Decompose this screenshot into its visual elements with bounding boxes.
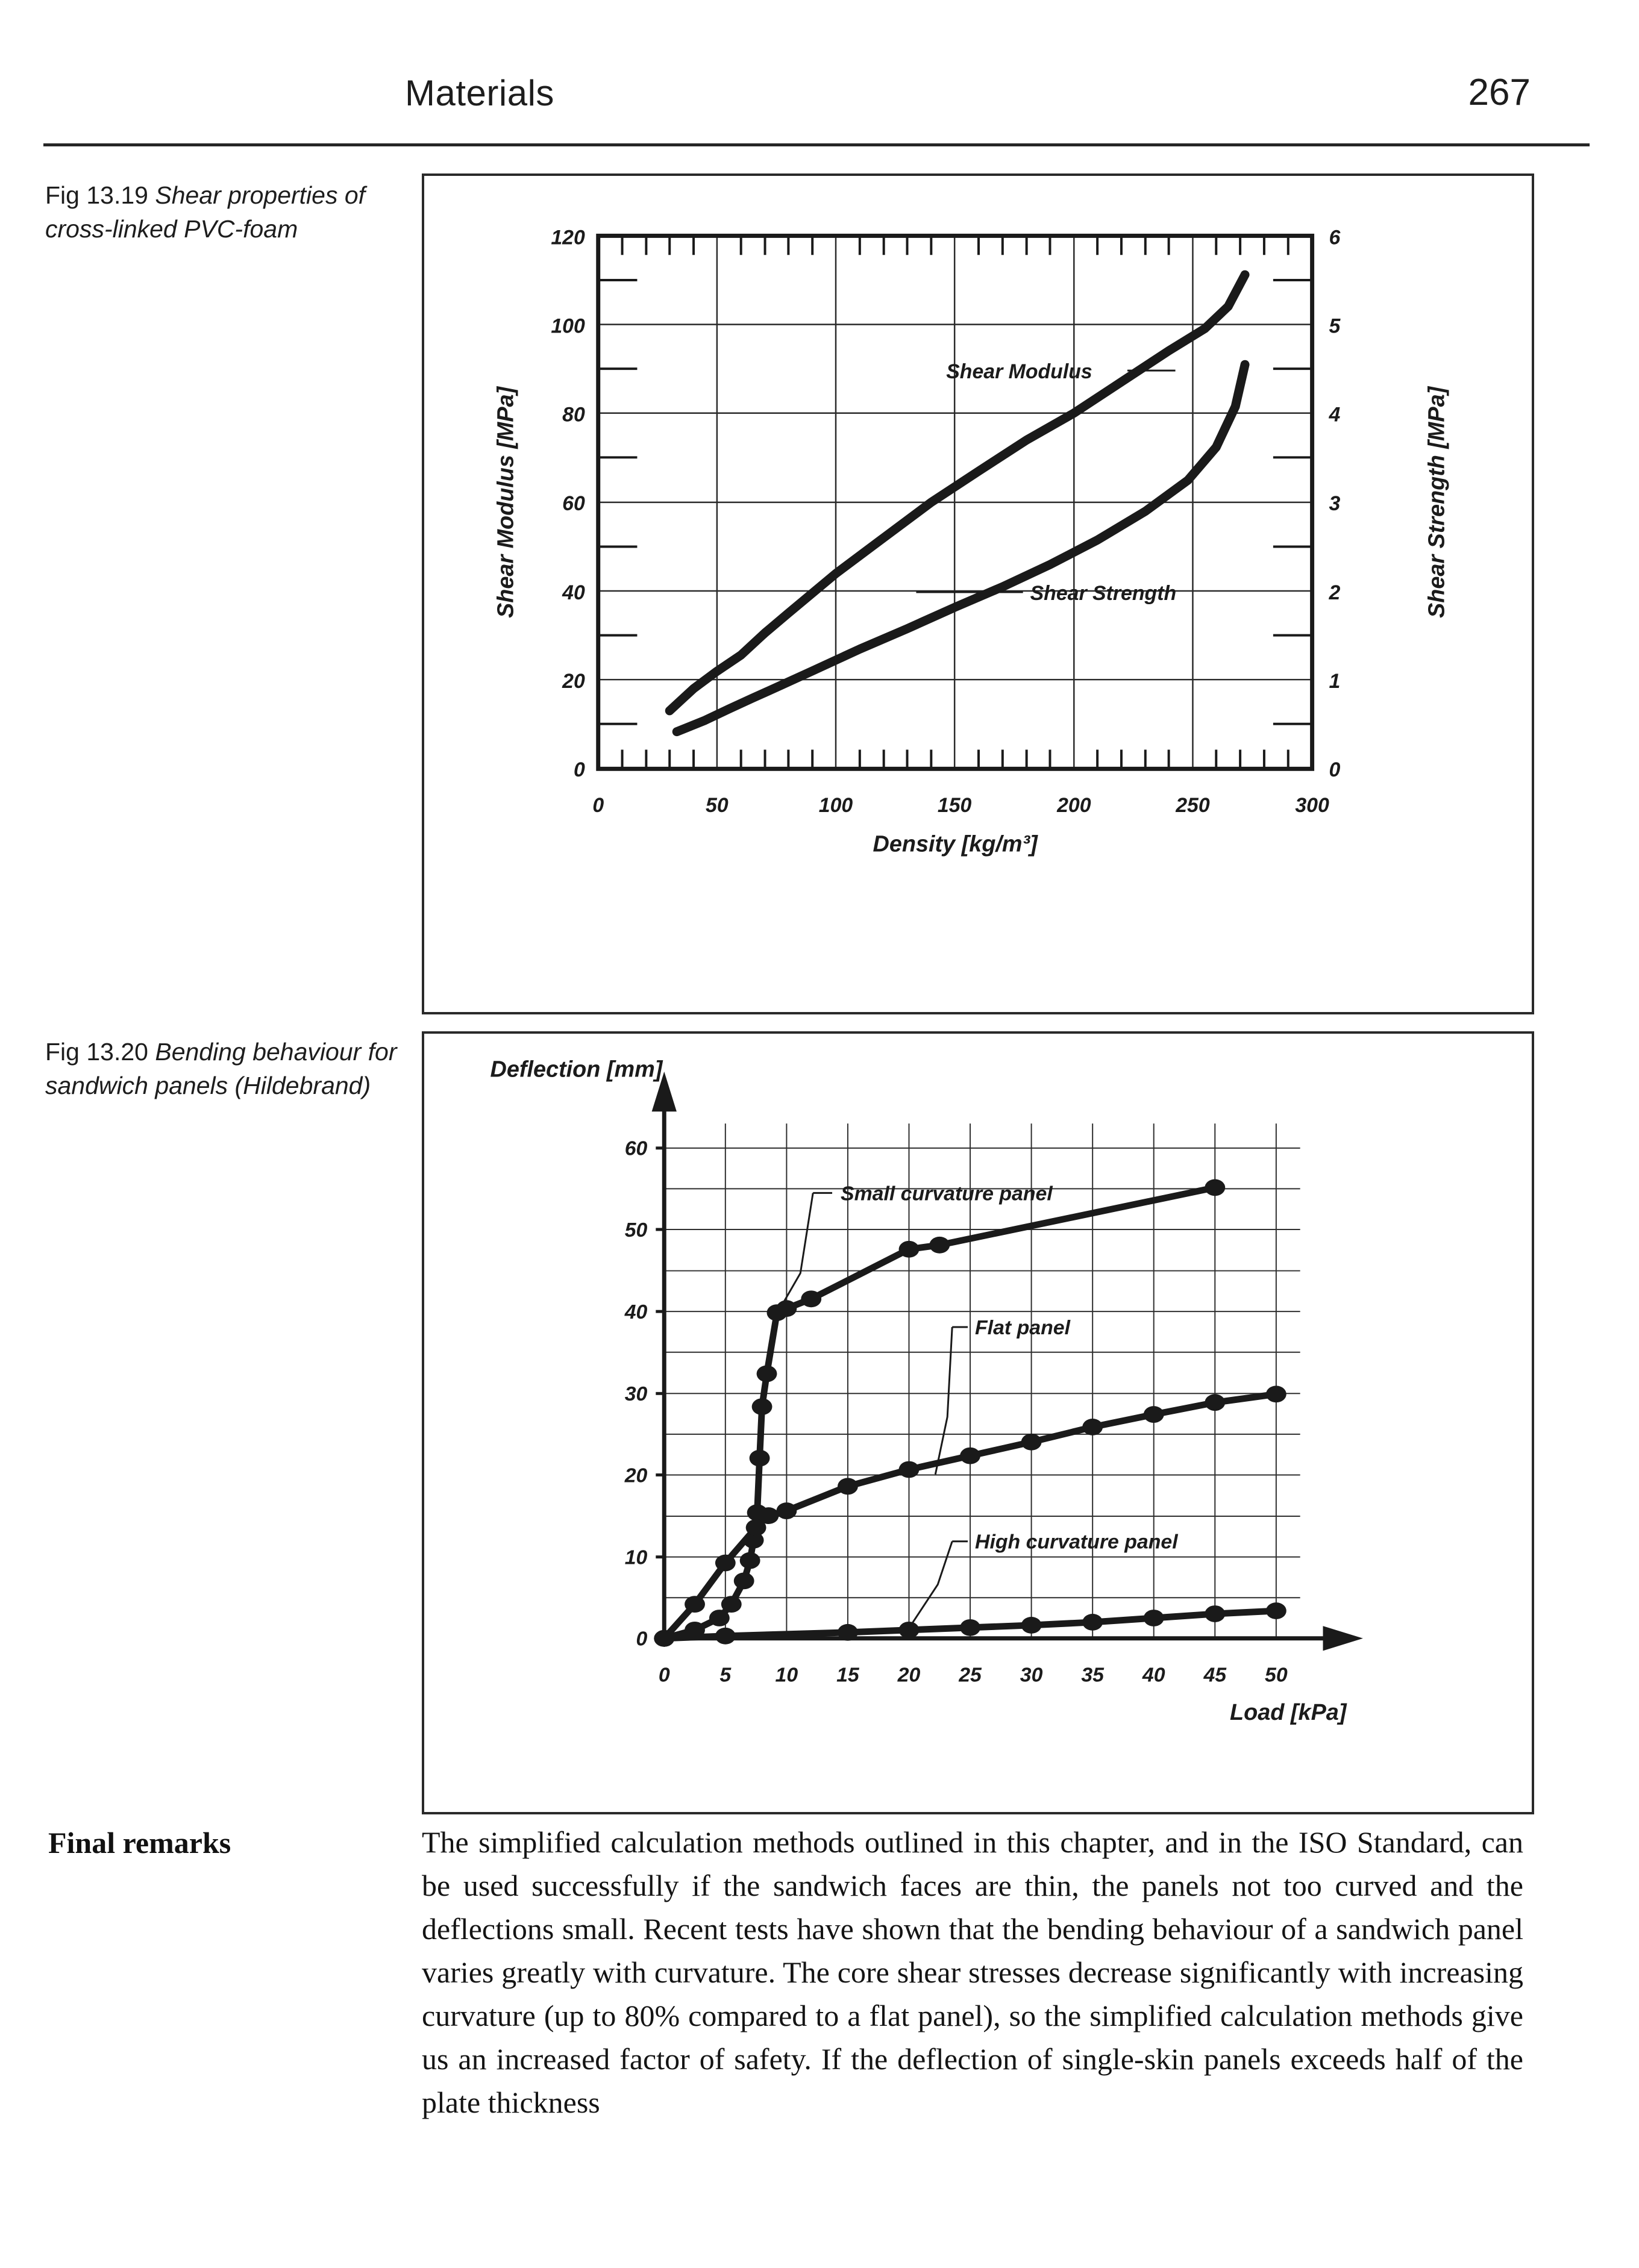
chart2-ytick-60: 60 [624,1137,648,1160]
figure-13-19 [422,173,1534,1014]
chart2-y-axis-title: Deflection [mm] [490,1057,663,1082]
chart2-xtick-40: 40 [1142,1663,1165,1687]
chart2-x-tick-labels [659,1663,1288,1686]
chart2-x-axis-arrow [1324,1628,1359,1649]
figure-caption-13-20-title: Bending behaviour for sandwich panels (Hildebrand) [45,1038,397,1099]
chart2-y-tick-labels [624,1137,648,1651]
chart2-ytick-10: 10 [624,1546,648,1569]
chart1-y2tick-3: 3 [1329,492,1341,515]
chart2-xtick-5: 5 [719,1663,732,1687]
page-header-title: Materials [405,73,554,113]
chart1-y2tick-2: 2 [1329,581,1341,604]
chart1-xtick-0: 0 [592,793,604,817]
chart1-x-tick-labels [592,794,1329,817]
chart1-xtick-50: 50 [706,793,729,817]
chart2-ytick-0: 0 [636,1627,648,1651]
chart1-x-axis-title: Density [kg/m³] [873,831,1038,857]
chart2-x-axis-title: Load [kPa] [1230,1699,1347,1725]
chart2-ytick-30: 30 [624,1382,648,1406]
chart1-left-tick-labels [551,226,585,781]
chart2-xtick-45: 45 [1203,1663,1227,1687]
chart1-series-shear-modulus [669,275,1245,711]
chart1-xtick-250: 250 [1176,793,1210,817]
chart1-xtick-100: 100 [818,793,853,817]
chart1-y2tick-0: 0 [1329,758,1341,782]
figure-caption-13-19 [45,178,407,246]
chart2-xtick-50: 50 [1265,1663,1288,1687]
chart2-ytick-20: 20 [624,1464,648,1487]
chart2-ytick-50: 50 [624,1218,648,1242]
chart1-y2tick-4: 4 [1329,403,1341,426]
chart2-xtick-20: 20 [897,1663,921,1687]
header-divider [43,143,1590,146]
final-remarks-heading: Final remarks [48,1826,231,1860]
page-number: 267 [1468,72,1531,113]
chart2-xtick-25: 25 [959,1663,982,1687]
chart1-y2tick-1: 1 [1329,670,1341,693]
chart2-xtick-30: 30 [1020,1663,1043,1687]
chart2-xtick-0: 0 [658,1663,670,1687]
figure-caption-13-20 [45,1035,407,1102]
chart2-annotation-flat-panel: Flat panel [975,1316,1070,1339]
chart1-annotation-shear-modulus: Shear Modulus [946,360,1092,384]
chart2-xtick-10: 10 [775,1663,798,1687]
chart1-xtick-200: 200 [1057,793,1091,817]
shear-properties-chart [424,176,1532,1012]
chart1-ytick-60: 60 [562,492,585,515]
chart1-xtick-300: 300 [1295,793,1329,817]
chart1-xtick-150: 150 [937,793,972,817]
chart1-series-shear-strength [677,364,1245,731]
figure-caption-13-19-prefix: Fig 13.19 [45,181,155,209]
chart1-ytick-40: 40 [562,581,585,604]
chart1-ytick-0: 0 [574,758,585,782]
chart2-xtick-15: 15 [836,1663,859,1687]
figure-caption-13-19-title: Shear properties of cross-linked PVC-foam [45,181,366,243]
chart2-annotation-small-curvature: Small curvature panel [840,1182,1053,1205]
chart1-y2-axis-title: Shear Strength [MPa] [1424,386,1450,618]
chart1-ytick-20: 20 [562,670,585,693]
chart1-right-tick-labels [1328,226,1341,781]
bending-behaviour-chart [424,1034,1532,1812]
chart2-annotation-high-curvature: High curvature panel [975,1530,1178,1554]
final-remarks-paragraph: The simplified calculation methods outlined in this chapter, and in the ISO Standard, can be used successfully if the sandwich faces are thin, the panels not too curved and the deflections small. Recent tests have shown that the bending behaviour of a sandwich panel varies greatly with curvature. The core shear stresses decrease significantly with increasing curvature (up to 80% compared to a flat panel), so the simplified calculation methods give us an increased factor of safety. If the deflection of single-skin panels exceeds half of the plate thickness [422,1825,1523,2119]
chart1-ytick-80: 80 [562,403,585,426]
chart2-series-small-curvature [664,1187,1215,1638]
chart1-ytick-120: 120 [551,226,585,249]
chart2-ytick-40: 40 [624,1301,648,1324]
chart2-leader-flat-panel [935,1327,952,1474]
chart1-annotation-shear-strength: Shear Strength [1030,581,1177,605]
figure-caption-13-20-prefix: Fig 13.20 [45,1038,155,1066]
chart1-y-axis-title: Shear Modulus [MPa] [493,386,519,618]
chart1-y2tick-6: 6 [1329,226,1341,249]
chart2-leader-high-curvature [908,1542,953,1630]
chart1-ytick-100: 100 [551,314,585,338]
chart2-xtick-35: 35 [1081,1663,1105,1687]
figure-13-20 [422,1031,1534,1814]
chart1-y2tick-5: 5 [1329,314,1341,338]
